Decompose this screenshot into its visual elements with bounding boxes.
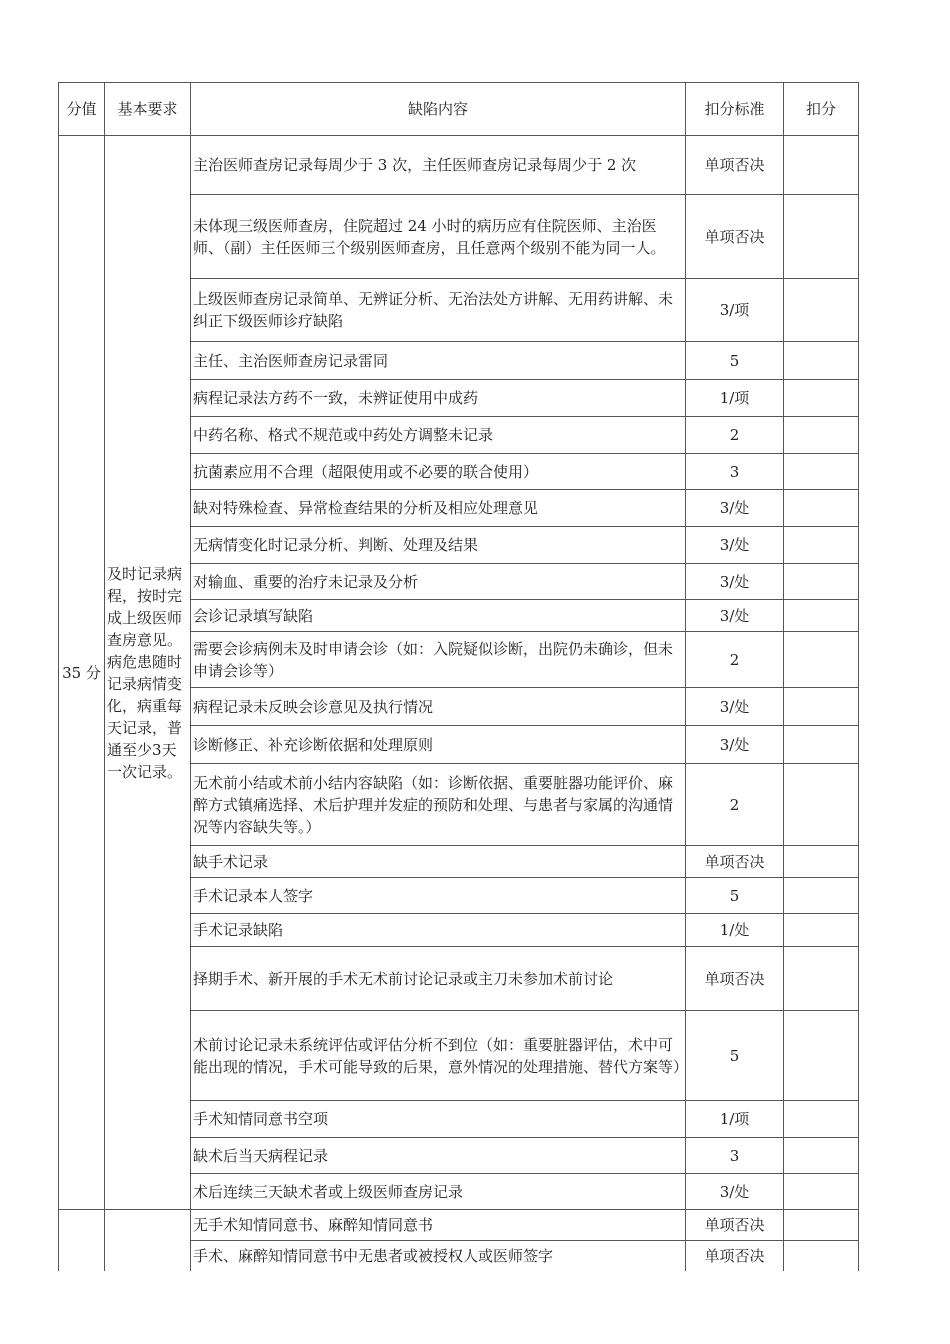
table-header-row bbox=[59, 83, 859, 136]
defect-content-cell: 术前讨论记录未系统评估或评估分析不到位（如：重要脏器评估，术中可能出现的情况，手术可能导致的后果，意外情况的处理措施、替代方案等） bbox=[191, 1011, 686, 1101]
defect-content-cell: 无术前小结或术前小结内容缺陷（如：诊断依据、重要脏器功能评价、麻醉方式镇痛选择、术后护理并发症的预防和处理、与患者与家属的沟通情况等内容缺失等。） bbox=[191, 764, 686, 846]
deduction-standard-cell: 5 bbox=[686, 1011, 784, 1101]
header-deduction: 扣分 bbox=[784, 83, 859, 136]
deduction-standard-cell: 单项否决 bbox=[686, 947, 784, 1011]
deduction-input-cell[interactable] bbox=[784, 490, 859, 527]
defect-content-cell: 无病情变化时记录分析、判断、处理及结果 bbox=[191, 527, 686, 564]
deduction-input-cell[interactable] bbox=[784, 846, 859, 878]
defect-content-cell: 无手术知情同意书、麻醉知情同意书 bbox=[191, 1210, 686, 1241]
defect-content-cell: 手术记录本人签字 bbox=[191, 878, 686, 914]
deduction-standard-cell: 2 bbox=[686, 764, 784, 846]
deduction-input-cell[interactable] bbox=[784, 1241, 859, 1271]
deduction-standard-cell: 单项否决 bbox=[686, 846, 784, 878]
table-row bbox=[59, 1210, 859, 1241]
deduction-standard-cell: 3 bbox=[686, 454, 784, 490]
deduction-input-cell[interactable] bbox=[784, 564, 859, 600]
defect-content-cell: 病程记录未反映会诊意见及执行情况 bbox=[191, 688, 686, 726]
deduction-standard-cell: 单项否决 bbox=[686, 195, 784, 279]
defect-content-cell: 未体现三级医师查房，住院超过 24 小时的病历应有住院医师、主治医师、（副）主任医师三个级别医师查房，且任意两个级别不能为同一人。 bbox=[191, 195, 686, 279]
header-basic-requirement: 基本要求 bbox=[105, 83, 191, 136]
deduction-standard-cell: 单项否决 bbox=[686, 136, 784, 195]
deduction-input-cell[interactable] bbox=[784, 947, 859, 1011]
deduction-input-cell[interactable] bbox=[784, 136, 859, 195]
deduction-standard-cell: 3/处 bbox=[686, 564, 784, 600]
deduction-input-cell[interactable] bbox=[784, 688, 859, 726]
defect-content-cell: 抗菌素应用不合理（超限使用或不必要的联合使用） bbox=[191, 454, 686, 490]
deduction-input-cell[interactable] bbox=[784, 632, 859, 688]
table-row bbox=[59, 136, 859, 195]
deduction-input-cell[interactable] bbox=[784, 342, 859, 380]
defect-content-cell: 需要会诊病例未及时申请会诊（如：入院疑似诊断，出院仍未确诊，但未申请会诊等） bbox=[191, 632, 686, 688]
deduction-standard-cell: 3/项 bbox=[686, 279, 784, 342]
defect-content-cell: 缺术后当天病程记录 bbox=[191, 1138, 686, 1174]
deduction-standard-cell: 1/项 bbox=[686, 380, 784, 417]
defect-content-cell: 病程记录法方药不一致，未辨证使用中成药 bbox=[191, 380, 686, 417]
deduction-input-cell[interactable] bbox=[784, 1101, 859, 1138]
defect-content-cell: 缺手术记录 bbox=[191, 846, 686, 878]
defect-content-cell: 术后连续三天缺术者或上级医师查房记录 bbox=[191, 1174, 686, 1210]
deduction-input-cell[interactable] bbox=[784, 1138, 859, 1174]
deduction-standard-cell: 1/处 bbox=[686, 914, 784, 947]
deduction-input-cell[interactable] bbox=[784, 417, 859, 454]
deduction-input-cell[interactable] bbox=[784, 195, 859, 279]
deduction-standard-cell: 3/处 bbox=[686, 688, 784, 726]
deduction-standard-cell: 5 bbox=[686, 342, 784, 380]
section-score-cell: 35 分 bbox=[59, 136, 105, 1210]
deduction-input-cell[interactable] bbox=[784, 279, 859, 342]
deduction-standard-cell: 2 bbox=[686, 417, 784, 454]
deduction-standard-cell: 3 bbox=[686, 1138, 784, 1174]
deduction-standard-cell: 3/处 bbox=[686, 490, 784, 527]
deduction-input-cell[interactable] bbox=[784, 527, 859, 564]
defect-content-cell: 主治医师查房记录每周少于 3 次，主任医师查房记录每周少于 2 次 bbox=[191, 136, 686, 195]
deduction-standard-cell: 单项否决 bbox=[686, 1241, 784, 1271]
deduction-standard-cell: 1/项 bbox=[686, 1101, 784, 1138]
basic-requirement-cell: 及时记录病程，按时完成上级医师查房意见。病危患随时记录病情变化，病重每天记录，普通至少3天一次记录。 bbox=[105, 136, 191, 1210]
defect-content-cell: 择期手术、新开展的手术无术前讨论记录或主刀未参加术前讨论 bbox=[191, 947, 686, 1011]
deduction-input-cell[interactable] bbox=[784, 914, 859, 947]
deduction-standard-cell: 3/处 bbox=[686, 1174, 784, 1210]
deduction-input-cell[interactable] bbox=[784, 1210, 859, 1241]
deduction-input-cell[interactable] bbox=[784, 380, 859, 417]
deduction-standard-cell: 3/处 bbox=[686, 600, 784, 632]
header-deduction-standard: 扣分标准 bbox=[686, 83, 784, 136]
defect-content-cell: 手术记录缺陷 bbox=[191, 914, 686, 947]
deduction-standard-cell: 3/处 bbox=[686, 726, 784, 764]
header-defect-content: 缺陷内容 bbox=[191, 83, 686, 136]
section-score-cell bbox=[59, 1210, 105, 1271]
defect-content-cell: 上级医师查房记录简单、无辨证分析、无治法处方讲解、无用药讲解、未纠正下级医师诊疗缺陷 bbox=[191, 279, 686, 342]
deduction-input-cell[interactable] bbox=[784, 878, 859, 914]
medical-record-scoring-table bbox=[58, 82, 859, 1271]
defect-content-cell: 中药名称、格式不规范或中药处方调整未记录 bbox=[191, 417, 686, 454]
deduction-input-cell[interactable] bbox=[784, 1011, 859, 1101]
deduction-standard-cell: 3/处 bbox=[686, 527, 784, 564]
defect-content-cell: 手术、麻醉知情同意书中无患者或被授权人或医师签字 bbox=[191, 1241, 686, 1271]
defect-content-cell: 对输血、重要的治疗未记录及分析 bbox=[191, 564, 686, 600]
deduction-standard-cell: 5 bbox=[686, 878, 784, 914]
basic-requirement-cell bbox=[105, 1210, 191, 1271]
defect-content-cell: 缺对特殊检查、异常检查结果的分析及相应处理意见 bbox=[191, 490, 686, 527]
deduction-input-cell[interactable] bbox=[784, 764, 859, 846]
header-score: 分值 bbox=[59, 83, 105, 136]
deduction-input-cell[interactable] bbox=[784, 600, 859, 632]
defect-content-cell: 手术知情同意书空项 bbox=[191, 1101, 686, 1138]
defect-content-cell: 诊断修正、补充诊断依据和处理原则 bbox=[191, 726, 686, 764]
deduction-standard-cell: 2 bbox=[686, 632, 784, 688]
deduction-input-cell[interactable] bbox=[784, 454, 859, 490]
defect-content-cell: 会诊记录填写缺陷 bbox=[191, 600, 686, 632]
defect-content-cell: 主任、主治医师查房记录雷同 bbox=[191, 342, 686, 380]
deduction-standard-cell: 单项否决 bbox=[686, 1210, 784, 1241]
deduction-input-cell[interactable] bbox=[784, 1174, 859, 1210]
deduction-input-cell[interactable] bbox=[784, 726, 859, 764]
